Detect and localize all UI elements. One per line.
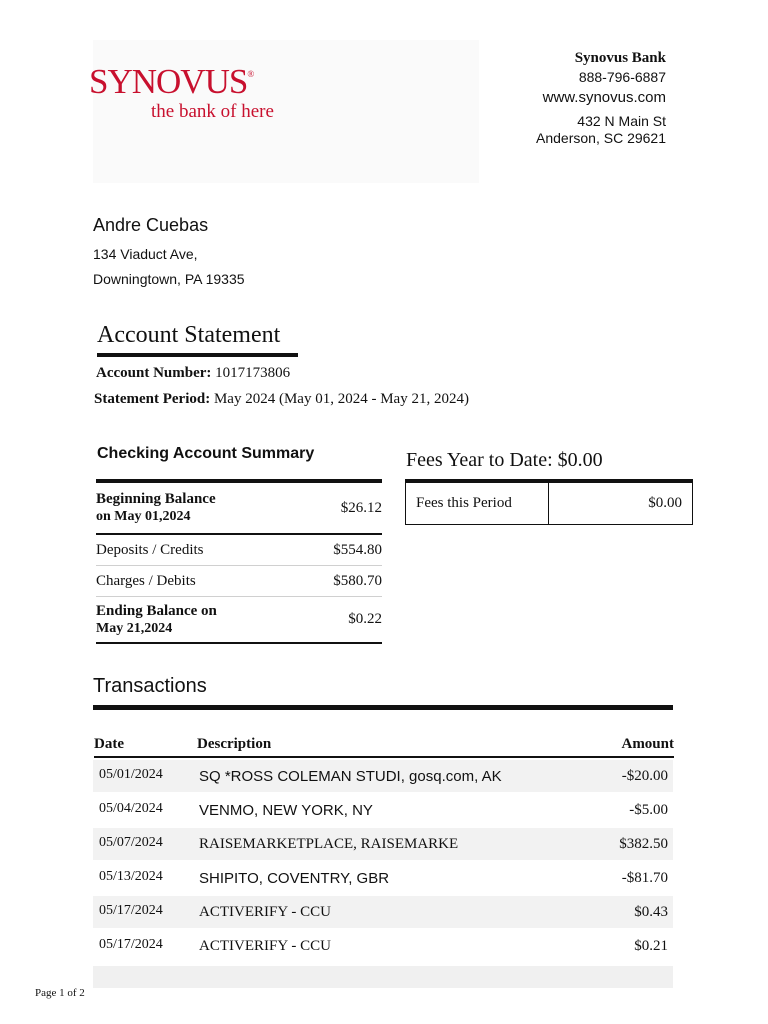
tx-date: 05/17/2024 [99, 903, 163, 918]
tx-description: SHIPITO, COVENTRY, GBR [199, 870, 390, 887]
tx-amount: $0.43 [634, 904, 668, 920]
page-number: Page 1 of 2 [35, 987, 85, 999]
logo-tagline: the bank of here [151, 101, 274, 122]
tx-description: SQ *ROSS COLEMAN STUDI, gosq.com, AK [199, 768, 502, 785]
table-row-empty [93, 966, 673, 988]
summary-row-deposits [96, 535, 382, 566]
tx-amount: -$5.00 [629, 802, 668, 818]
tx-date: 05/04/2024 [99, 801, 163, 816]
tx-amount: $382.50 [619, 836, 668, 852]
table-row [93, 930, 673, 962]
tx-description: RAISEMARKETPLACE, RAISEMARKE [199, 836, 459, 852]
charges-value: $580.70 [333, 572, 382, 589]
customer-address-line1: 134 Viaduct Ave, [93, 246, 198, 262]
transactions-table [93, 760, 673, 964]
statement-title-underline [97, 353, 298, 357]
tx-amount: $0.21 [634, 938, 668, 954]
ending-balance-label: Ending Balance on [96, 602, 217, 619]
logo-wordmark: SYNOVUS [89, 62, 248, 101]
tx-description: VENMO, NEW YORK, NY [199, 802, 373, 819]
bank-name: Synovus Bank [574, 50, 666, 66]
ending-balance-value: $0.22 [348, 611, 382, 627]
customer-address-line2: Downingtown, PA 19335 [93, 271, 245, 287]
ending-balance-date: May 21,2024 [96, 620, 173, 636]
table-row [93, 862, 673, 894]
tx-date: 05/13/2024 [99, 869, 163, 884]
tx-amount: -$20.00 [621, 768, 668, 784]
table-row [93, 896, 673, 928]
table-row [93, 828, 673, 860]
table-row [93, 760, 673, 792]
fees-table [405, 479, 693, 525]
account-number-label: Account Number: [96, 365, 212, 381]
statement-period-line [94, 391, 469, 408]
fees-period-label: Fees this Period [406, 483, 549, 524]
summary-row-charges [96, 566, 382, 597]
bank-contact-block [536, 48, 666, 147]
beginning-balance-label: Beginning Balance [96, 491, 216, 507]
tx-amount: -$81.70 [621, 870, 668, 886]
summary-table [96, 479, 382, 644]
customer-name: Andre Cuebas [93, 215, 209, 235]
bank-website: www.synovus.com [542, 89, 666, 106]
charges-label: Charges / Debits [96, 572, 196, 589]
summary-row-beginning [96, 483, 382, 535]
bank-phone: 888-796-6887 [578, 69, 666, 85]
deposits-label: Deposits / Credits [96, 541, 204, 558]
fees-period-value: $0.00 [648, 495, 682, 511]
statement-period-value: May 2024 (May 01, 2024 - May 21, 2024) [213, 391, 469, 407]
header-date: Date [94, 736, 124, 752]
header-description: Description [197, 736, 272, 752]
tx-date: 05/17/2024 [99, 937, 163, 952]
synovus-logo [89, 62, 274, 122]
deposits-value: $554.80 [333, 541, 382, 558]
transactions-title: Transactions [93, 675, 207, 697]
transactions-header-row [94, 736, 674, 758]
beginning-balance-value: $26.12 [340, 499, 382, 516]
summary-row-ending [96, 597, 382, 642]
account-number-value: 1017173806 [215, 365, 291, 381]
bank-city-state-zip: Anderson, SC 29621 [536, 130, 666, 146]
tx-description: ACTIVERIFY - CCU [199, 938, 331, 954]
statement-title: Account Statement [97, 322, 281, 348]
header-amount: Amount [621, 736, 674, 752]
summary-title: Checking Account Summary [97, 445, 315, 462]
tx-description: ACTIVERIFY - CCU [199, 904, 331, 920]
account-number-line [96, 365, 290, 382]
tx-date: 05/01/2024 [99, 767, 163, 782]
table-row [93, 794, 673, 826]
bank-street: 432 N Main St [577, 113, 666, 129]
transactions-rule [93, 705, 673, 710]
fees-ytd-title: Fees Year to Date: $0.00 [406, 449, 603, 471]
statement-period-label: Statement Period: [94, 391, 211, 407]
tx-date: 05/07/2024 [99, 835, 163, 850]
beginning-balance-date: on May 01,2024 [96, 509, 191, 524]
registered-mark: ® [247, 69, 255, 79]
